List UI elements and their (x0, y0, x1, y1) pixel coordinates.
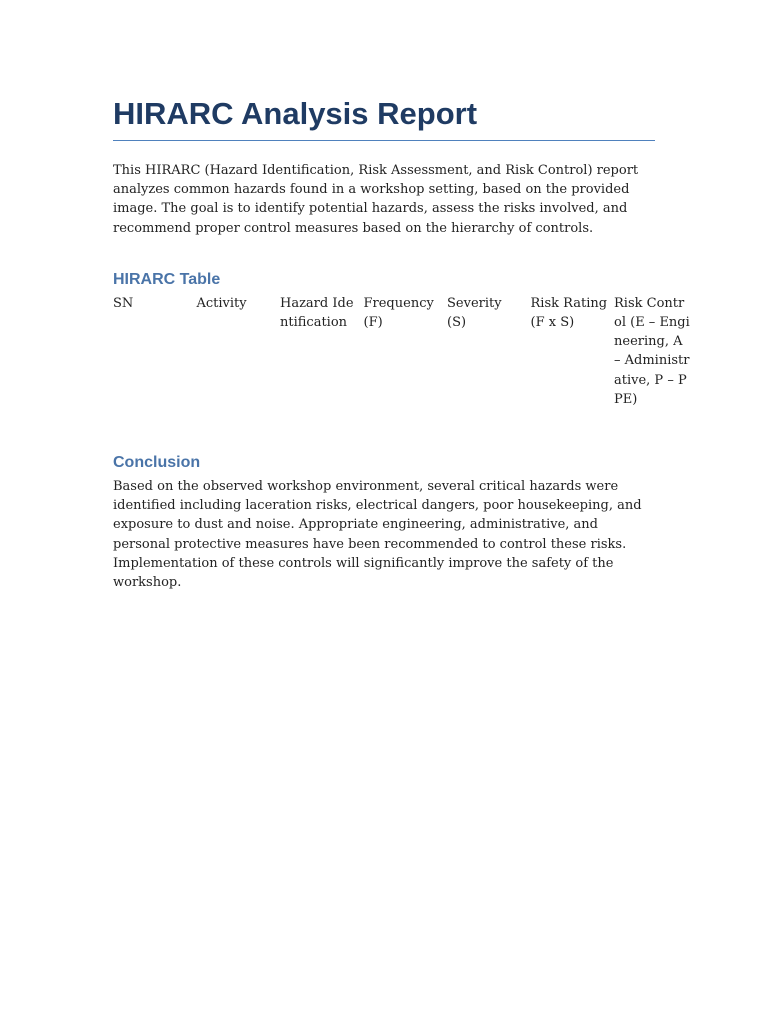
column-header-sn: SN (113, 295, 134, 311)
document-page (113, 96, 690, 592)
column-header-hazard-identification: Hazard Identification (280, 295, 354, 331)
column-header-risk-control: Risk Control (E – Engineering, A – Administrative, P – PPE) (614, 295, 690, 407)
table-header-row (113, 294, 698, 409)
conclusion-heading: Conclusion (113, 454, 201, 472)
hirarc-table-heading: HIRARC Table (113, 270, 221, 288)
hirarc-table (113, 294, 698, 409)
document-title: HIRARC Analysis Report (113, 96, 655, 141)
column-header-frequency: Frequency (F) (363, 295, 434, 331)
column-header-risk-rating: Risk Rating (F x S) (530, 295, 608, 331)
intro-paragraph: This HIRARC (Hazard Identification, Risk Assessment, and Risk Control) report analyzes common hazards found in a workshop setting, based on the provided image. The goal is to identify potential hazards, assess the risks involved, and recommend proper control measures based on the hierarchy of controls. (113, 163, 639, 236)
conclusion-paragraph: Based on the observed workshop environment, several critical hazards were identified including laceration risks, electrical dangers, poor housekeeping, and exposure to dust and noise. Appropriate engineering, administrative, and personal protective measures have been recommended to control these risks. Implementation of these controls will significantly improve the safety of the workshop. (113, 479, 642, 591)
column-header-activity: Activity (196, 295, 247, 311)
column-header-severity: Severity (S) (447, 295, 502, 331)
